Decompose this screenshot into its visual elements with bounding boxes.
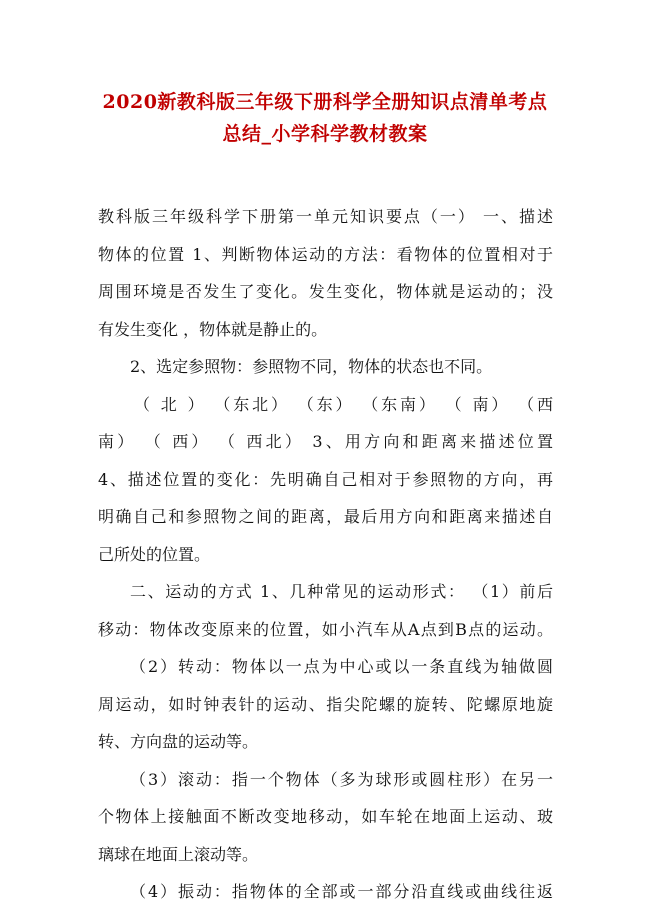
- text-line: 周运动，如时钟表针的运动、指尖陀螺的旋转、陀螺原地旋: [98, 694, 553, 714]
- text-line: 璃球在地面上滚动等。: [98, 844, 259, 864]
- text-line: （3）滚动：指一个物体（多为球形或圆柱形）在另一: [130, 769, 553, 789]
- text-line: 有发生变化 ，物体就是静止的。: [98, 319, 328, 339]
- title-line-1: 2020新教科版三年级下册科学全册知识点清单考点: [102, 91, 548, 113]
- text-line: 4、描述位置的变化：先明确自己相对于参照物的方向，再: [98, 469, 553, 489]
- text-line: 己所处的位置。: [98, 544, 211, 564]
- text-line: 个物体上接触面不断改变地移动，如车轮在地面上运动、玻: [98, 807, 553, 826]
- text-line: （ 北 ） （东北） （东） （东南） （ 南） （西: [134, 394, 553, 414]
- text-line: 二、运动的方式 1、几种常见的运动形式： （1）前后: [130, 582, 553, 601]
- document-body: [98, 198, 553, 911]
- text-line: 教科版三年级科学下册第一单元知识要点（一） 一、描述: [98, 207, 553, 226]
- text-line: 移动：物体改变原来的位置，如小汽车从A点到B点的运动。: [98, 619, 553, 639]
- text-line: 明确自己和参照物之间的距离，最后用方向和距离来描述自: [98, 507, 553, 526]
- title-line-2: 总结_小学科学教材教案: [222, 123, 428, 145]
- text-line: 周围环境是否发生了变化。发生变化，物体就是运动的；没: [98, 282, 553, 301]
- text-line: （2）转动：物体以一点为中心或以一条直线为轴做圆: [130, 657, 553, 676]
- text-line: 物体的位置 1、判断物体运动的方法：看物体的位置相对于: [98, 244, 553, 264]
- text-line: （4）振动：指物体的全部或一部分沿直线或曲线往返: [130, 882, 553, 901]
- text-line: 转、方向盘的运动等。: [98, 732, 259, 751]
- document-title: [60, 86, 590, 150]
- text-line: 南） （ 西） （ 西北） 3、用方向和距离来描述位置: [98, 432, 553, 451]
- text-line: 2、选定参照物：参照物不同，物体的状态也不同。: [130, 357, 493, 376]
